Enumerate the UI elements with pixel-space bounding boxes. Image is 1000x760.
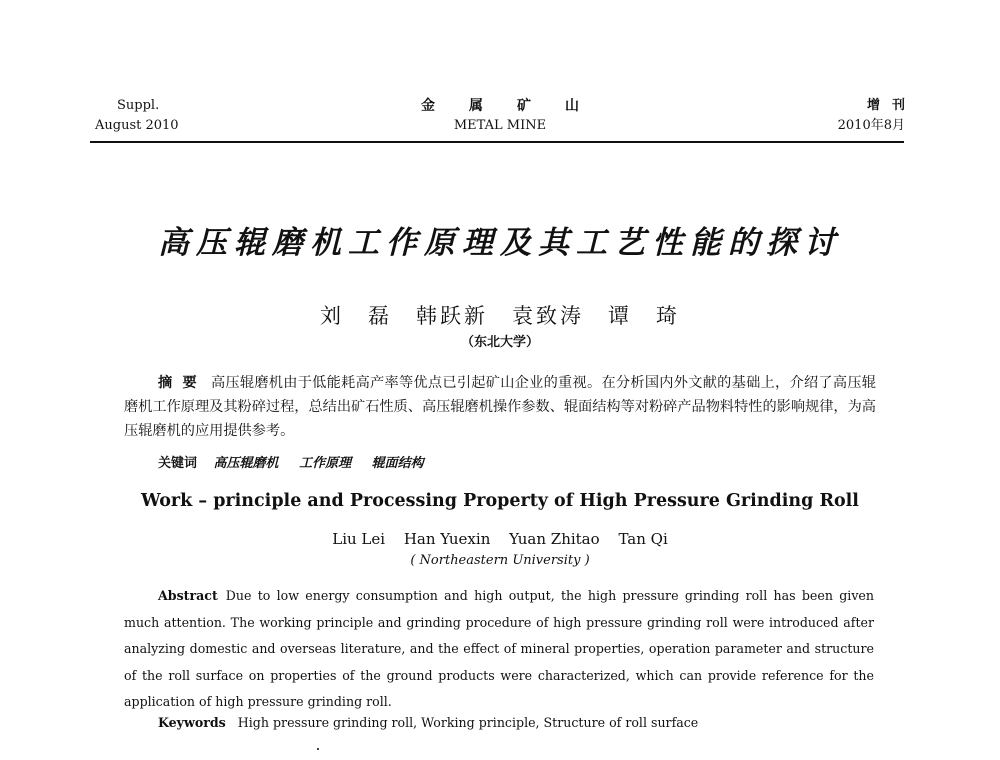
keywords-en-text: High pressure grinding roll, Working principle, Structure of roll surface (237, 715, 699, 730)
header-right (837, 96, 917, 136)
abstract-en-label: Abstract (158, 588, 218, 603)
keyword-cn: 辊面结构 (371, 456, 424, 471)
keywords-cn-label: 关键词 (158, 456, 198, 471)
journal-name-cn: 金属矿山 (421, 98, 613, 114)
abstract-en-text: Due to low energy consumption and high output, the high pressure grinding roll has been given much attention. The working principle and grinding procedure of high pressure grinding roll were introduced after analyzing domestic and overseas literature, and the effect of mineral properties, operation parameter and structure of the roll surface on properties of the ground products were characterized, which can provide reference for the application of high pressure grinding roll. (124, 588, 874, 709)
running-header (95, 96, 917, 144)
authors-en (0, 530, 1000, 548)
keywords-en-label: Keywords (158, 715, 226, 730)
scan-speck (317, 748, 319, 750)
author-en: Yuan Zhitao (509, 530, 600, 548)
author-en: Liu Lei (332, 530, 386, 548)
paper-title-cn: 高压辊磨机工作原理及其工艺性能的探讨 (158, 225, 842, 261)
author-en: Han Yuexin (403, 530, 491, 548)
affiliation-en: ( Northeastern University ) (410, 553, 590, 568)
header-rule (90, 141, 904, 143)
paper-title-en: Work – principle and Processing Property of High Pressure Grinding Roll (141, 491, 859, 511)
keywords-cn (158, 452, 440, 471)
authors-cn: 刘 磊 韩跃新 袁致涛 谭 琦 (320, 304, 680, 328)
keywords-en (158, 715, 698, 730)
journal-name-en: METAL MINE (453, 118, 547, 133)
abstract-cn-text: 高压辊磨机由于低能耗高产率等优点已引起矿山企业的重视。在分析国内外文献的基础上，介绍了高压辊磨机工作原理及其粉碎过程，总结出矿石性质、高压辊磨机操作参数、辊面结构等对粉碎产品物料特性的影响规律，为高压辊磨机的应用提供参考。 (124, 375, 876, 439)
header-suppl: Suppl. (117, 98, 160, 113)
abstract-cn-label: 摘要 (158, 375, 207, 391)
author-en: Tan Qi (618, 530, 668, 548)
header-center (95, 96, 905, 136)
header-date-cn: 2010年8月 (837, 118, 905, 133)
keyword-cn: 工作原理 (299, 456, 352, 471)
affiliation-cn: （东北大学） (460, 335, 539, 350)
abstract-cn (124, 371, 876, 443)
header-date-en: August 2010 (95, 118, 179, 133)
abstract-en (124, 583, 874, 716)
keyword-cn: 高压辊磨机 (213, 456, 279, 471)
header-supplement-cn: 增刊 (866, 98, 917, 113)
